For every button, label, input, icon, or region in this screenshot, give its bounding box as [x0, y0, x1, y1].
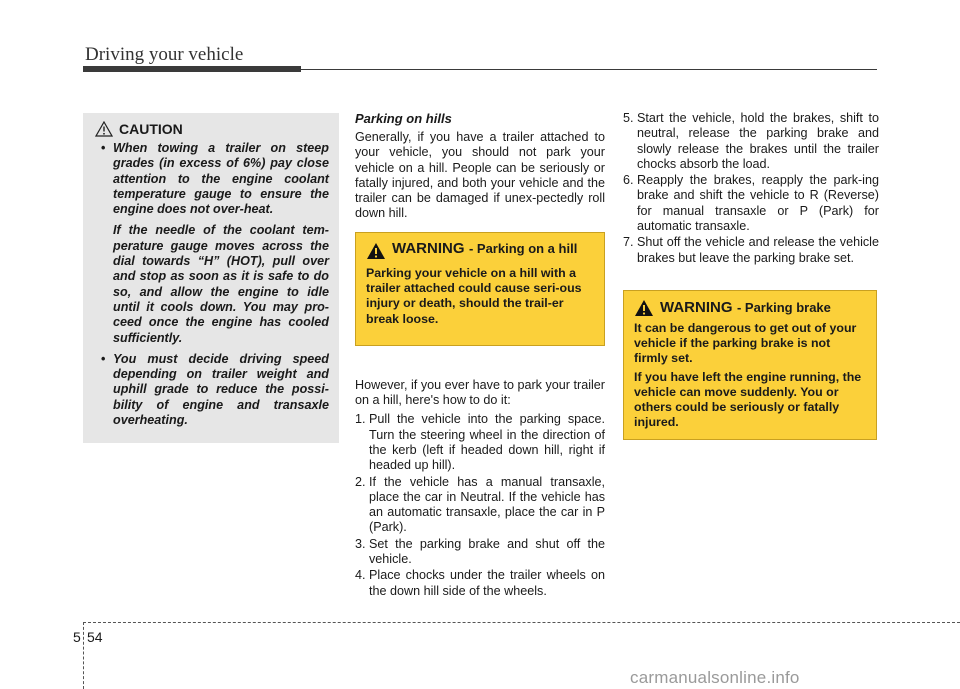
caution-text: You must decide driving speed depending on trailer weight and uphill grade to reduce the possi-bility of engine and transaxle overheating. — [113, 351, 329, 428]
warning-triangle-icon — [634, 299, 654, 317]
warning-topic: - Parking brake — [736, 300, 831, 315]
steps-list-continued — [623, 111, 879, 266]
step-item — [355, 412, 605, 473]
caution-box — [83, 113, 339, 443]
bullet: • — [101, 141, 106, 155]
steps-list — [355, 412, 605, 599]
chapter-number: 5 — [73, 629, 81, 645]
footer-rule — [83, 622, 960, 623]
step-number: 5. — [623, 111, 634, 125]
warning-text: Parking your vehicle on a hill with a trailer attached could cause seri-ous injury or death, should the trail-er break loose. — [366, 266, 582, 326]
step-number: 7. — [623, 235, 634, 250]
bullet: • — [101, 351, 106, 366]
warning-word: WARNING — [660, 299, 733, 316]
header-rule — [301, 69, 877, 70]
lead-in-paragraph: However, if you ever have to park your trailer on a hill, here's how to do it: — [355, 377, 605, 408]
step-text: Set the parking brake and shut off the vehicle. — [369, 536, 605, 567]
warning-word: WARNING — [392, 240, 465, 257]
step-item — [623, 173, 879, 234]
caution-item — [95, 141, 329, 346]
caution-header — [95, 121, 329, 137]
subsection-heading: Parking on hills — [355, 111, 452, 126]
warning-title — [392, 241, 577, 257]
right-column — [623, 111, 879, 267]
step-number: 6. — [623, 173, 634, 188]
caution-text: If the needle of the coolant tem-perature gauge moves across the dial towards “H” (HOT), pull over and stop as soon as it is safe to do so, and allow the engine to idle until it cools down. You may pro-ceed once the engine has cooled sufficiently. — [113, 223, 329, 345]
warning-title — [660, 299, 831, 317]
warning-text: It can be dangerous to get out of your vehicle if the parking brake is not firmly set. — [634, 321, 857, 366]
step-text: Place chocks under the trailer wheels on the down hill side of the wheels. — [369, 568, 605, 598]
step-number: 1. — [355, 412, 366, 427]
caution-list — [95, 141, 329, 428]
step-text: Shut off the vehicle and release the vehicle brakes but leave the parking brake set. — [637, 235, 879, 265]
warning-header — [366, 241, 594, 260]
step-item — [355, 537, 605, 568]
middle-column — [355, 111, 605, 600]
step-item — [355, 475, 605, 536]
step-item — [355, 568, 605, 599]
warning-text: If you have left the engine running, the vehicle can move suddenly. You or others could be seriously or fatally injured. — [634, 369, 862, 430]
caution-text: When towing a trailer on steep grades (in excess of 6%) pay close attention to the engine coolant temperature gauge to ensure the engine does not over-heat. — [113, 141, 329, 217]
step-text: Pull the vehicle into the parking space. Turn the steering wheel in the direction of the kerb (left if headed down hill, right if headed up hill). — [369, 412, 605, 473]
step-number: 2. — [355, 474, 366, 489]
header-bar — [83, 66, 301, 72]
warning-header — [634, 299, 866, 317]
warning-box-parking-brake — [623, 290, 877, 440]
caution-item — [95, 352, 329, 428]
caution-label: CAUTION — [119, 121, 183, 137]
step-item — [623, 235, 879, 266]
step-text: Start the vehicle, hold the brakes, shift to neutral, release the parking brake and slowly release the brakes until the trailer chocks absorb the load. — [637, 111, 879, 171]
step-number: 4. — [355, 568, 366, 583]
step-text: Reapply the brakes, reapply the park-ing brake and shift the vehicle to R (Reverse) for manual transaxle or P (Park) for automatic transaxle. — [637, 173, 879, 234]
step-item — [623, 111, 879, 172]
step-text: If the vehicle has a manual transaxle, place the car in Neutral. If the vehicle has an automatic transaxle, place the car in P (Park). — [369, 474, 605, 535]
step-number: 3. — [355, 536, 366, 551]
caution-triangle-icon — [95, 121, 113, 137]
footer-divider — [83, 622, 84, 689]
warning-topic: - Parking on a hill — [468, 241, 578, 256]
section-title: Driving your vehicle — [85, 44, 244, 65]
page-number: 54 — [87, 629, 103, 645]
warning-triangle-icon — [366, 242, 386, 260]
warning-box-hill — [355, 232, 605, 346]
watermark: carmanualsonline.info — [630, 668, 800, 687]
intro-paragraph: Generally, if you have a trailer attached to your vehicle, you should not park your vehicle on a hill. People can be seriously or fatally injured, and both your vehicle and the trailer can be damaged if unex-pectedly roll down hill. — [355, 130, 605, 221]
